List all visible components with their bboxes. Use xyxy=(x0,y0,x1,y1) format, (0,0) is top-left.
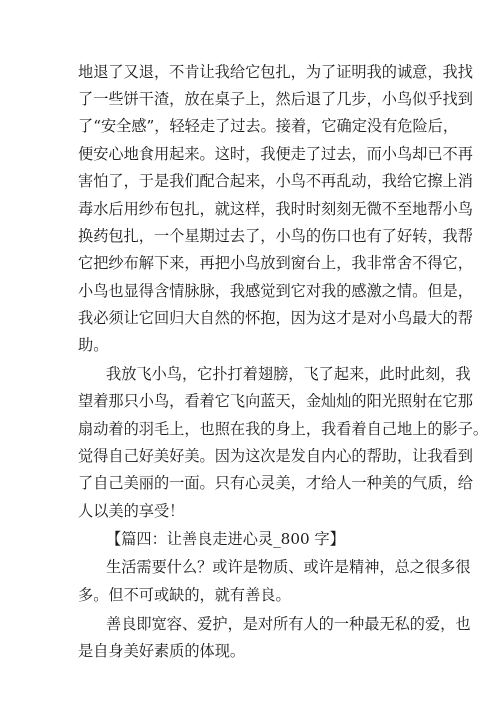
paragraph-line: 了一些饼干渣，放在桌子上，然后退了几步，小鸟似乎找到 xyxy=(78,90,473,108)
paragraph-line: 便安心地食用起来。这时，我便走了过去，而小鸟却已不再 xyxy=(78,145,473,163)
paragraph-line: 我放飞小鸟，它扑打着翅膀，飞了起来，此时此刻，我 xyxy=(106,365,471,383)
paragraph-line: 望着那只小鸟，看着它飞向蓝天，金灿灿的阳光照射在它那 xyxy=(78,392,473,410)
paragraph-line: 是自身美好素质的体现。 xyxy=(78,642,246,660)
section-heading: 【篇四：让善良走进心灵_800 字】 xyxy=(106,530,345,548)
paragraph-line: 害怕了，于是我们配合起来，小鸟不再乱动，我给它擦上消 xyxy=(78,172,473,190)
paragraph-line: 了自己美丽的一面。只有心灵美，才给人一种美的气质，给 xyxy=(78,474,473,492)
paragraph-line: 换药包扎，一个星期过去了，小鸟的伤口也有了好转，我帮 xyxy=(78,227,473,245)
paragraph-line: 助。 xyxy=(78,336,109,354)
paragraph-line: 生活需要什么？或许是物质、或许是精神，总之很多很 xyxy=(106,558,471,576)
paragraph-line: 善良即宽容、爱护，是对所有人的一种最无私的爱，也 xyxy=(106,615,471,633)
paragraph-line: 毒水后用纱布包扎，就这样，我时时刻刻无微不至地帮小鸟 xyxy=(78,200,473,218)
paragraph-line: 觉得自己好美好美。因为这次是发自内心的帮助，让我看到 xyxy=(78,447,473,465)
paragraph-line: 人以美的享受！ xyxy=(78,502,185,520)
paragraph-line: 它把纱布解下来，再把小鸟放到窗台上，我非常舍不得它， xyxy=(78,254,473,272)
paragraph-line: 我必须让它回归大自然的怀抱，因为这才是对小鸟最大的帮 xyxy=(78,309,473,327)
paragraph-line: 小鸟也显得含情脉脉，我感觉到它对我的感激之情。但是， xyxy=(78,282,473,300)
paragraph-line: 扇动着的羽毛上，也照在我的身上，我看着自己地上的影子。 xyxy=(78,420,489,438)
paragraph-line: 地退了又退，不肯让我给它包扎，为了证明我的诚意，我找 xyxy=(78,63,473,81)
paragraph-line: 多。但不可或缺的，就有善良。 xyxy=(78,586,291,604)
paragraph-line: 了“安全感”，轻轻走了过去。接着，它确定没有危险后， xyxy=(78,117,459,135)
